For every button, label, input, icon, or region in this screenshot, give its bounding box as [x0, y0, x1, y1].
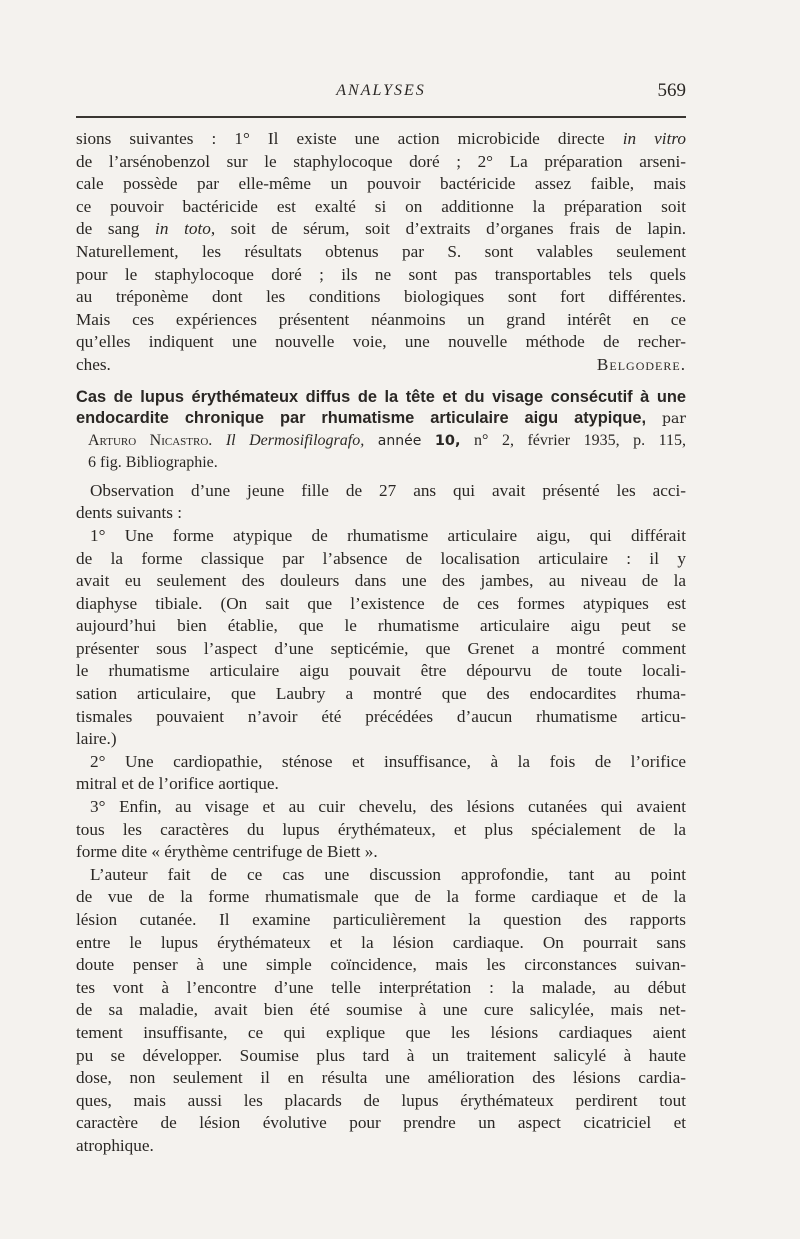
text-line: atrophique.: [76, 1135, 154, 1155]
text-line: de la forme classique par l’absence de localisation articulaire : il y: [76, 548, 686, 568]
text-line: mitral et de l’orifice aortique.: [76, 774, 279, 794]
text-line: diaphyse tibiale. (On sait que l’existence de ces formes atypiques est: [76, 593, 686, 613]
text-line: tes vont à l’encontre d’une telle interprétation : la malade, au début: [76, 977, 686, 997]
closing-text: ches.: [76, 354, 111, 374]
text-line: ques, mais aussi les placards de lupus érythémateux perdirent tout: [76, 1090, 686, 1110]
article-body: [76, 480, 686, 1158]
article-title-line: endocardite chronique par rhumatisme articulaire aigu atypique, par: [76, 409, 686, 428]
text-line: 3° Enfin, au visage et au cuir chevelu, des lésions cutanées qui avaient: [90, 797, 686, 817]
text-line: dose, non seulement il en résulta une amélioration des lésions cardia-: [76, 1068, 686, 1088]
text-line: présenter sous l’aspect d’une septicémie, que Grenet a montré comment: [76, 638, 686, 658]
running-header: [76, 82, 686, 110]
text-line: sation articulaire, que Laubry a montré que des endocardites rhuma-: [76, 684, 686, 704]
author-name: Arturo Nicastro.: [88, 432, 213, 450]
text-line: de vue de la forme rhumatismale que de la forme cardiaque et de la: [76, 887, 686, 907]
text-line: entre le lupus érythémateux et la lésion cardiaque. On pourrait sans: [76, 932, 686, 952]
text-line: Mais ces expériences présentent néanmoins un grand intérêt en ce: [76, 309, 686, 329]
title-par: par: [661, 411, 686, 428]
running-title: ANALYSES: [336, 82, 426, 99]
article-figures: 6 fig. Bibliographie.: [88, 453, 218, 471]
text-line: laire.): [76, 729, 117, 749]
text-line: lésion cutanée. Il examine particulièrement la question des rapports: [76, 910, 686, 929]
text-line: tismales pouvaient n’avoir été précédées d’aucun rhumatisme articu-: [76, 706, 686, 726]
previous-analysis-paragraph: [76, 128, 686, 377]
text-line: cale possède par elle-même un pouvoir bactéricide assez faible, mais: [76, 174, 686, 194]
article-heading: [76, 387, 686, 474]
page-number: 569: [657, 80, 686, 101]
text-line: avait eu seulement des douleurs dans une des jambes, au niveau de la: [76, 571, 686, 591]
text-line: de l’arsénobenzol sur le staphylocoque doré ; 2° La préparation arseni-: [76, 151, 686, 171]
page-body: [76, 128, 686, 1158]
journal-name: Il Dermosifilografo,: [225, 432, 365, 450]
text-line: 1° Une forme atypique de rhumatisme articulaire aigu, qui différait: [90, 525, 686, 545]
text-line: pu se développer. Soumise plus tard à un traitement salicylé à haute: [76, 1045, 686, 1065]
text-line: tous les caractères du lupus érythémateux, et plus spécialement de la: [76, 819, 686, 839]
text-line: caractère de lésion évolutive pour prendre un aspect cicatriciel et: [76, 1113, 686, 1133]
reviewer-signature: Belgodere.: [596, 354, 686, 374]
text-line: 2° Une cardiopathie, sténose et insuffisance, à la fois de l’orifice: [90, 751, 686, 771]
text-line: doute penser à une simple coïncidence, mais les circonstances suivan-: [76, 955, 686, 975]
text-line: pour le staphylocoque doré ; ils ne sont pas transportables tels quels: [76, 264, 686, 284]
article-title-line: Cas de lupus érythémateux diffus de la tête et du visage consécutif à une: [76, 387, 686, 406]
text-line: qu’elles indiquent une nouvelle voie, une nouvelle méthode de recher-: [76, 332, 686, 352]
text-line: de sa maladie, avait bien été soumise à une cure salicylée, mais net-: [76, 1000, 686, 1020]
article-citation: Arturo Nicastro. Il Dermosifilografo, année 10, n° 2, février 1935, p. 115,: [88, 432, 687, 450]
text-line: sions suivantes : 1° Il existe une action microbicide directe in vitro: [76, 129, 686, 148]
text-line: tement insuffisante, ce qui explique que les lésions cardiaques aient: [76, 1022, 686, 1042]
text-line: au tréponème dont les conditions biologiques sont fort différentes.: [76, 287, 686, 307]
text-line: Naturellement, les résultats obtenus par S. sont valables seulement: [76, 241, 686, 261]
text-line: ce pouvoir bactéricide est exalté si on additionne la préparation soit: [76, 196, 686, 216]
text-line: Observation d’une jeune fille de 27 ans qui avait présenté les acci-: [90, 480, 686, 500]
text-line: le rhumatisme articulaire aigu pouvait être dépourvu de toute locali-: [76, 661, 686, 681]
header-rule: [76, 116, 686, 118]
text-line: de sang in toto, soit de sérum, soit d’extraits d’organes frais de lapin.: [76, 219, 686, 239]
text-line: forme dite « érythème centrifuge de Biett ».: [76, 842, 378, 862]
text-line: dents suivants :: [76, 503, 182, 523]
closing-line: [76, 354, 686, 377]
text-line: L’auteur fait de ce cas une discussion approfondie, tant au point: [90, 864, 686, 884]
text-line: aujourd’hui bien établie, que le rhumatisme articulaire aigu peut se: [76, 616, 686, 636]
